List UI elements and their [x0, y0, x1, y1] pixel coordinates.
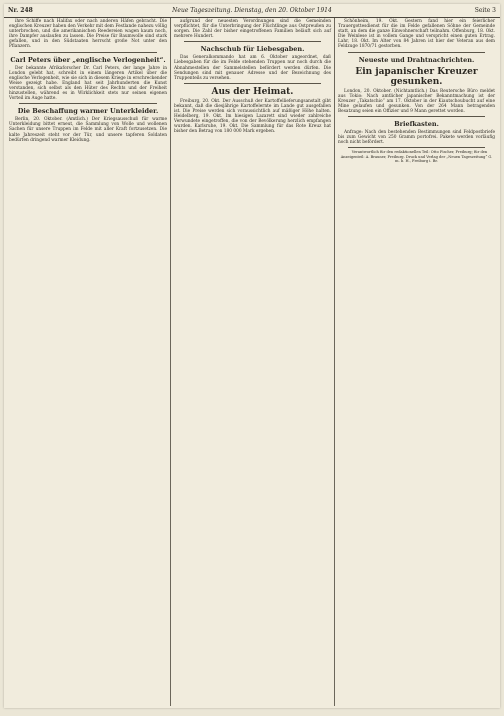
page-header — [4, 4, 500, 18]
divider — [348, 116, 485, 117]
column-right — [334, 18, 498, 706]
article-text: Berlin, 20. Oktober. (Amtlich.) Der Kriegsausschuß für warme Unterkleidung bittet erneut, die Sammlung von Wolle und wollenen Sachen für unsere Truppen im Felde mit aller Kraft fortzusetzen. Die kalte Jahreszeit steht vor der Tür, und unsere tapferen Soldaten bedürfen dringend warmer Kleidung. — [9, 117, 167, 143]
section-heading: Aus der Heimat. — [211, 86, 294, 97]
page-number: Seite 3 — [474, 7, 496, 14]
divider — [19, 52, 157, 53]
headline: Ein japanischer Kreuzer gesunken. — [355, 66, 478, 87]
divider — [348, 147, 485, 148]
article-text: Freiburg, 20. Okt. Der Ausschuß der Kartoffellieferungsanstalt gibt bekannt, daß die diesjährige Kartoffelernte im Lande gut ausgefallen ist. Die Preise werden sich voraussichtlich auf mäßiger Höhe halten. Heidelberg, 19. Okt. Im hiesigen Lazarett sind wieder zahlreiche Verwundete eingetroffen, die von der Bevölkerung herzlich empfangen wurden. Karlsruhe, 19. Okt. Die Sammlung für das Rote Kreuz hat bisher den Betrag von 180 000 Mark ergeben. — [174, 98, 331, 135]
article-heading: Briefkasten. — [394, 120, 439, 129]
divider — [184, 83, 321, 84]
article-columns — [6, 18, 498, 706]
article-text: Schönheim, 19. Okt. Gestern fand hier ein feierlicher Trauergottesdienst für die im Felde gefallenen Söhne der Gemeinde statt, an dem die ganze Einwohnerschaft teilnahm. Offenburg, 18. Okt. Die Weinlese ist in vollem Gange und verspricht einen guten Ertrag. Lahr, 18. Okt. Im Alter von 84 Jahren ist hier der Veteran aus dem Feldzuge 1870/71 gestorben. — [338, 19, 495, 50]
article-text: Der bekannte Afrikaforscher Dr. Carl Peters, der lange Jahre in London gelebt hat, schreibt in einem längeren Artikel über die englische Verlogenheit, wie sie sich in diesem Kriege in erschreckender Weise gezeigt habe. England hat seit Jahrhunderten die Kunst verstanden, sich selbst als den Hüter des Rechts und der Freiheit hinzustellen, während es in Wirklichkeit stets nur seinen eigenen Vorteil im Auge hatte. — [9, 65, 167, 102]
section-heading: Neueste und Drahtnachrichten. — [358, 55, 475, 64]
article-text: Das Generalkommando hat am 6. Oktober angeordnet, daß Liebesgaben für die im Felde stehenden Truppen nur noch durch die Abnahmestellen der Sammelstellen befördert werden dürfen. Die Sendungen sind mit genauer Adresse und der Bezeichnung des Truppenteils zu versehen. — [174, 55, 331, 81]
article-heading: Die Beschaffung warmer Unterkleider. — [17, 107, 159, 116]
column-middle — [170, 18, 334, 706]
page-issue-number: Nr. 248 — [8, 7, 33, 14]
article-text: aufgrund der neuesten Verordnungen sind die Gemeinden verpflichtet, für die Unterbringung der Flüchtlinge aus Ostpreußen zu sorgen. Die Zahl der bisher eingetroffenen Familien beläuft sich auf mehrere Hundert. — [174, 19, 331, 40]
divider — [184, 41, 321, 42]
newspaper-title-date: Neue Tageszeitung. Dienstag, den 20. Oktober 1914 — [172, 7, 332, 14]
newspaper-page — [4, 4, 500, 708]
article-text: Anfrage: Nach den bestehenden Bestimmungen sind Feldpostbriefe bis zum Gewicht von 250 Gramm portofrei. Pakete werden vorläufig noch nicht befördert. — [338, 130, 495, 146]
article-text: ihre Schiffe nach Halifax oder nach anderen Häfen gebracht. Die englischen Kreuzer haben den Verkehr mit dem Festlande nahezu völlig unterbrochen, und die amerikanischen Reedereien wagen kaum noch, ihre Dampfer auslaufen zu lassen. Die Preise für Baumwolle sind stark gefallen, und in den Südstaaten herrscht große Not unter den Pflanzern. — [9, 19, 167, 50]
imprint: Verantwortlich für den redaktionellen Teil: Otto Fischer, Freiburg; für den Anzeigenteil: A. Brauner, Freiburg. Druck und Verlag der „Neuen Tageszeitung“ G. m. b. H., Freiburg i. Br. — [340, 150, 493, 163]
divider — [348, 52, 485, 53]
article-heading: Nachschub für Liebesgaben. — [200, 45, 305, 54]
article-text: London, 20. Oktober. (Nichtamtlich.) Das Reutersche Büro meldet aus Tokio: Nach amtlicher japanischer Bekanntmachung ist der Kreuzer „Takatschio“ am 17. Oktober in der Kiautschoubucht auf eine Mine gelaufen und gesunken. Von der 264 Mann betragenden Besatzung seien ein Offizier und 9 Mann gerettet worden. — [338, 88, 495, 114]
divider — [19, 103, 157, 104]
column-left — [6, 18, 170, 706]
article-heading: Carl Peters über „englische Verlogenheit“. — [10, 55, 166, 64]
